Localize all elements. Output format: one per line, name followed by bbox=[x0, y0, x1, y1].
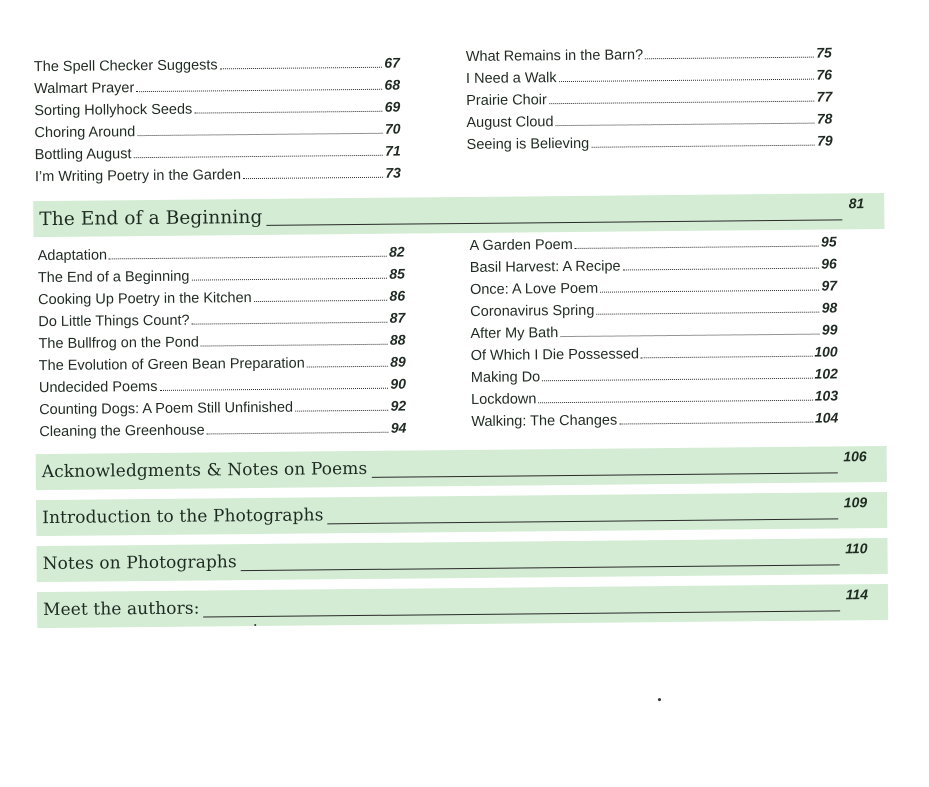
dot-leader bbox=[623, 268, 820, 271]
heading-rule bbox=[328, 518, 838, 524]
dot-leader bbox=[591, 145, 815, 148]
entry-page-number: 87 bbox=[389, 309, 406, 326]
entry-page-number: 95 bbox=[820, 233, 837, 250]
dot-leader bbox=[220, 67, 383, 70]
entry-title: Once: A Love Poem bbox=[469, 280, 599, 298]
dot-leader bbox=[619, 422, 813, 425]
entry-title: Choring Around bbox=[34, 124, 136, 142]
dot-leader bbox=[295, 410, 389, 412]
dot-leader bbox=[600, 290, 819, 293]
entry-page-number: 88 bbox=[389, 331, 406, 348]
entry-page-number: 82 bbox=[389, 243, 405, 260]
dot-leader bbox=[191, 278, 387, 281]
toc-section-left-column bbox=[38, 241, 407, 443]
section-heading-introduction-photographs[interactable] bbox=[36, 492, 887, 536]
entry-page-number: 76 bbox=[816, 66, 833, 83]
entry-page-number: 75 bbox=[816, 44, 832, 61]
dot-leader bbox=[560, 334, 820, 337]
dot-leader bbox=[542, 378, 812, 382]
entry-title: Lockdown bbox=[471, 391, 537, 408]
section-heading-title: Meet the authors: bbox=[42, 598, 200, 621]
entry-title: August Cloud bbox=[466, 114, 554, 131]
entry-page-number: 77 bbox=[816, 88, 833, 105]
section-heading-page-number: 81 bbox=[848, 195, 865, 212]
entry-page-number: 67 bbox=[384, 54, 400, 71]
dot-leader bbox=[133, 155, 383, 158]
section-heading-acknowledgments[interactable] bbox=[36, 446, 887, 490]
heading-rule bbox=[241, 564, 840, 571]
dot-leader bbox=[254, 300, 388, 302]
entry-title: Coronavirus Spring bbox=[470, 302, 595, 320]
dot-leader bbox=[194, 111, 382, 114]
dot-leader bbox=[137, 133, 383, 136]
entry-page-number: 85 bbox=[389, 265, 405, 282]
entry-page-number: 86 bbox=[389, 287, 406, 304]
scan-speck bbox=[658, 698, 661, 701]
dot-leader bbox=[559, 79, 815, 82]
dot-leader bbox=[575, 246, 819, 249]
entry-title: What Remains in the Barn? bbox=[465, 47, 644, 65]
toc-entry[interactable] bbox=[471, 406, 838, 432]
dot-leader bbox=[549, 101, 815, 105]
entry-page-number: 100 bbox=[814, 343, 838, 360]
heading-rule bbox=[204, 610, 840, 617]
entry-title: Cooking Up Poetry in the Kitchen bbox=[38, 290, 252, 309]
dot-leader bbox=[136, 89, 382, 92]
toc-top-right-column bbox=[466, 41, 833, 155]
toc-entry[interactable] bbox=[39, 417, 406, 443]
entry-page-number: 68 bbox=[384, 76, 401, 93]
dot-leader bbox=[243, 177, 383, 179]
entry-title: Adaptation bbox=[37, 247, 108, 265]
section-heading-title: The End of a Beginning bbox=[39, 206, 263, 230]
entry-page-number: 98 bbox=[821, 299, 838, 316]
section-heading-title: Introduction to the Photographs bbox=[42, 505, 324, 529]
entry-title: The Bullfrog on the Pond bbox=[38, 334, 200, 353]
entry-title: The Spell Checker Suggests bbox=[33, 57, 218, 76]
entry-title: Basil Harvest: A Recipe bbox=[469, 258, 621, 276]
entry-page-number: 104 bbox=[814, 409, 839, 426]
dot-leader bbox=[159, 388, 388, 391]
entry-title: Counting Dogs: A Poem Still Unfinished bbox=[39, 399, 294, 419]
entry-title: After My Bath bbox=[470, 325, 559, 342]
entry-title: Cleaning the Greenhouse bbox=[39, 422, 205, 441]
entry-title: I Need a Walk bbox=[465, 70, 557, 87]
toc-section-right-column bbox=[470, 230, 839, 432]
dot-leader bbox=[109, 256, 387, 260]
entry-title: I’m Writing Poetry in the Garden bbox=[34, 167, 242, 186]
dot-leader bbox=[645, 57, 814, 60]
section-heading-page-number: 109 bbox=[843, 494, 868, 511]
entry-page-number: 94 bbox=[390, 419, 407, 436]
entry-title: Walking: The Changes bbox=[471, 412, 618, 430]
entry-page-number: 89 bbox=[390, 353, 406, 370]
entry-page-number: 103 bbox=[814, 387, 839, 404]
section-heading-title: Notes on Photographs bbox=[42, 552, 237, 575]
entry-title: The Evolution of Green Bean Preparation bbox=[38, 355, 305, 375]
section-heading-meet-authors[interactable] bbox=[37, 584, 888, 628]
entry-page-number: 70 bbox=[384, 120, 401, 137]
entry-title: Prairie Choir bbox=[466, 92, 547, 109]
dot-leader bbox=[192, 322, 388, 325]
entry-title: The End of a Beginning bbox=[37, 268, 190, 287]
entry-title: A Garden Poem bbox=[469, 236, 573, 254]
heading-rule bbox=[266, 219, 842, 226]
entry-page-number: 78 bbox=[816, 110, 833, 127]
entry-page-number: 102 bbox=[814, 365, 838, 382]
entry-page-number: 96 bbox=[821, 255, 837, 272]
entry-title: Walmart Prayer bbox=[34, 80, 135, 98]
dot-leader bbox=[641, 356, 812, 359]
entry-title: Seeing is Believing bbox=[466, 135, 590, 153]
entry-page-number: 71 bbox=[385, 142, 401, 159]
heading-rule bbox=[371, 472, 837, 477]
dot-leader bbox=[556, 123, 815, 126]
entry-page-number: 73 bbox=[385, 164, 401, 181]
dot-leader bbox=[307, 366, 388, 368]
entry-page-number: 92 bbox=[390, 397, 407, 414]
toc-entry[interactable] bbox=[467, 129, 833, 155]
toc-entry[interactable] bbox=[35, 162, 401, 188]
dot-leader bbox=[538, 400, 812, 404]
entry-page-number: 97 bbox=[821, 277, 838, 294]
entry-page-number: 79 bbox=[816, 132, 833, 149]
section-heading-page-number: 114 bbox=[845, 586, 869, 603]
toc-top-left-column bbox=[34, 52, 401, 188]
entry-page-number: 90 bbox=[390, 375, 407, 392]
dot-leader bbox=[207, 432, 389, 435]
entry-title: Of Which I Die Possessed bbox=[470, 346, 640, 364]
dot-leader bbox=[596, 312, 819, 315]
dot-leader bbox=[201, 344, 388, 347]
entry-title: Bottling August bbox=[34, 146, 132, 164]
entry-title: Making Do bbox=[470, 369, 541, 386]
section-heading-page-number: 106 bbox=[843, 448, 867, 465]
entry-page-number: 69 bbox=[384, 98, 401, 115]
entry-page-number: 99 bbox=[821, 321, 838, 338]
section-heading-title: Acknowledgments & Notes on Poems bbox=[41, 458, 368, 483]
section-heading-notes-photographs[interactable] bbox=[36, 538, 887, 582]
entry-title: Undecided Poems bbox=[38, 378, 158, 397]
scan-speck bbox=[254, 624, 256, 626]
entry-title: Sorting Hollyhock Seeds bbox=[34, 101, 193, 120]
section-heading-page-number: 110 bbox=[845, 540, 868, 557]
entry-title: Do Little Things Count? bbox=[38, 312, 190, 331]
